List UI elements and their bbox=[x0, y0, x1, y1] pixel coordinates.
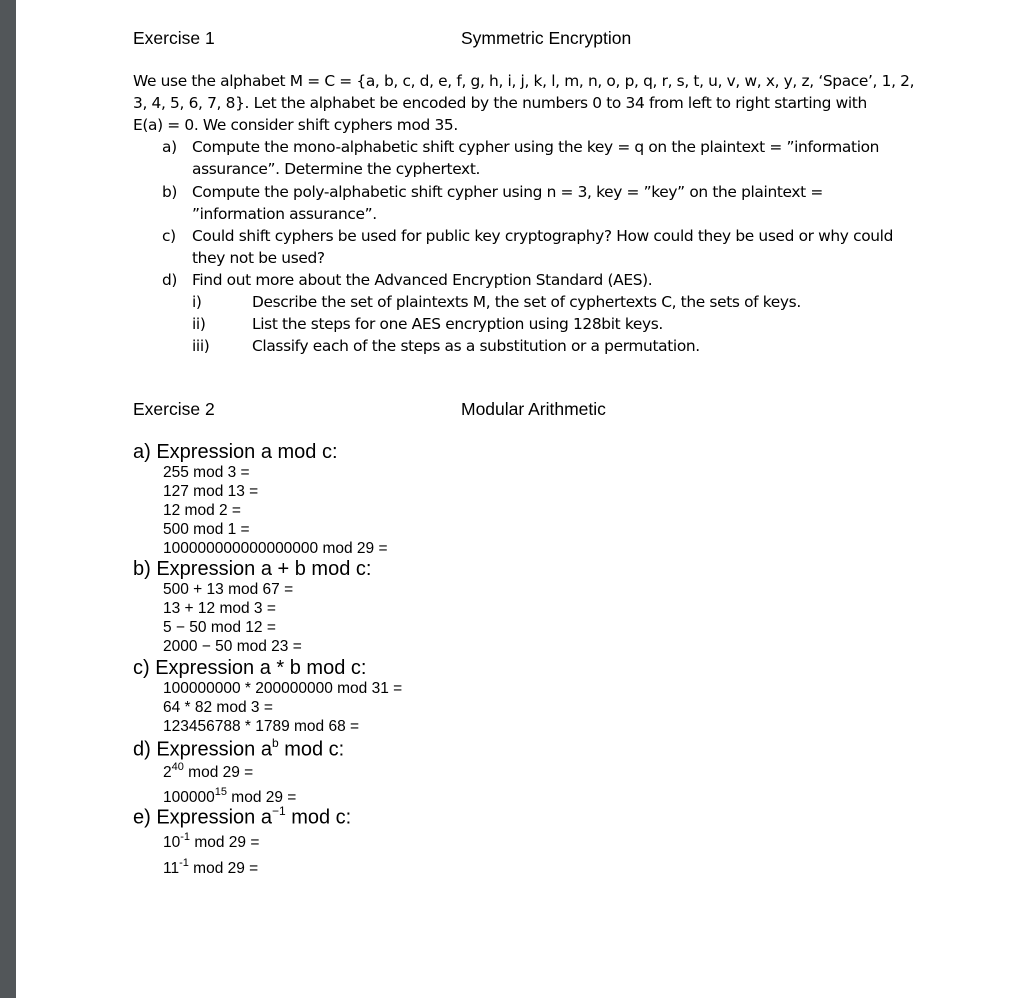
section-b-line: 5 − 50 mod 12 = bbox=[163, 619, 276, 636]
section-c-heading: c) Expression a * b mod c: bbox=[133, 657, 367, 679]
power-base: 11 bbox=[163, 860, 180, 878]
intro-line-3: E(a) = 0. We consider shift cyphers mod 35. bbox=[133, 116, 458, 134]
power-exponent: -1 bbox=[180, 831, 191, 843]
section-b-line: 500 + 13 mod 67 = bbox=[163, 581, 294, 598]
section-b-line: 13 + 12 mod 3 = bbox=[163, 600, 276, 617]
power-rest: mod 29 = bbox=[183, 764, 254, 782]
item-d-iii-num: iii) bbox=[192, 337, 210, 355]
section-d-heading-rest: mod c: bbox=[278, 738, 345, 761]
section-c-line: 64 * 82 mod 3 = bbox=[163, 699, 273, 716]
item-d-i-text: Describe the set of plaintexts M, the set of cyphertexts C, the sets of keys. bbox=[252, 293, 801, 311]
section-a-line: 255 mod 3 = bbox=[163, 464, 250, 481]
section-c-line: 123456788 * 1789 mod 68 = bbox=[163, 718, 360, 735]
power-exponent: 40 bbox=[171, 761, 184, 773]
power-rest: mod 29 = bbox=[188, 860, 259, 878]
item-d-ii-num: ii) bbox=[192, 315, 206, 333]
item-d-ii-text: List the steps for one AES encryption using 128bit keys. bbox=[252, 315, 663, 333]
document-page bbox=[16, 0, 1024, 998]
intro-line-2: 3, 4, 5, 6, 7, 8}. Let the alphabet be encoded by the numbers 0 to 34 from left to right starting with bbox=[133, 94, 867, 112]
power-base: 10 bbox=[163, 834, 181, 852]
section-e-heading-text: e) Expression a bbox=[133, 806, 272, 829]
power-base: 100000 bbox=[163, 789, 215, 807]
viewer-frame bbox=[0, 0, 16, 998]
section-e-heading bbox=[133, 805, 351, 830]
section-e-heading-rest: mod c: bbox=[285, 806, 352, 829]
section-d-heading bbox=[133, 737, 344, 762]
power-base: 2 bbox=[163, 764, 172, 782]
power-exponent: 15 bbox=[214, 786, 227, 798]
exercise-1-topic: Symmetric Encryption bbox=[461, 28, 632, 48]
item-a-line-2: assurance”. Determine the cyphertext. bbox=[192, 160, 481, 178]
section-b-heading: b) Expression a + b mod c: bbox=[133, 558, 372, 580]
power-exponent: -1 bbox=[179, 857, 189, 869]
item-c-label: c) bbox=[162, 227, 176, 245]
item-b-line-2: ”information assurance”. bbox=[192, 205, 377, 223]
exercise-2-topic: Modular Arithmetic bbox=[461, 399, 606, 419]
intro-line-1: We use the alphabet M = C = {a, b, c, d, e, f, g, h, i, j, k, l, m, n, o, p, q, r, s, t, u, v, w, x, y, z, ‘Space’, 1, 2, bbox=[133, 72, 915, 90]
section-d-heading-text: d) Expression a bbox=[133, 738, 272, 761]
item-a-label: a) bbox=[162, 138, 177, 156]
section-a-line: 500 mod 1 = bbox=[163, 521, 250, 538]
item-b-line-1: Compute the poly-alphabetic shift cypher using n = 3, key = ”key” on the plaintext = bbox=[192, 183, 823, 201]
power-rest: mod 29 = bbox=[190, 834, 260, 852]
item-d-i-num: i) bbox=[192, 293, 202, 311]
item-d-iii-text: Classify each of the steps as a substitution or a permutation. bbox=[252, 337, 700, 355]
section-e-line bbox=[163, 832, 259, 852]
section-c-line: 100000000 * 200000000 mod 31 = bbox=[163, 680, 403, 697]
item-c-line-1: Could shift cyphers be used for public key cryptography? How could they be used or why could bbox=[192, 227, 894, 245]
item-c-line-2: they not be used? bbox=[192, 249, 325, 267]
exercise-2-title: Exercise 2 bbox=[133, 399, 215, 419]
exercise-1-title: Exercise 1 bbox=[133, 28, 215, 48]
section-a-heading: a) Expression a mod c: bbox=[133, 441, 338, 463]
section-a-line: 100000000000000000 mod 29 = bbox=[163, 540, 388, 557]
section-d-line bbox=[163, 762, 253, 782]
section-e-heading-sup: −1 bbox=[271, 804, 286, 818]
power-rest: mod 29 = bbox=[226, 789, 297, 807]
section-a-line: 127 mod 13 = bbox=[163, 483, 259, 500]
section-e-line bbox=[163, 858, 258, 878]
item-d-line-1: Find out more about the Advanced Encryption Standard (AES). bbox=[192, 271, 653, 289]
item-d-label: d) bbox=[162, 271, 178, 289]
section-a-line: 12 mod 2 = bbox=[163, 502, 241, 519]
section-b-line: 2000 − 50 mod 23 = bbox=[163, 638, 302, 655]
item-b-label: b) bbox=[162, 183, 178, 201]
item-a-line-1: Compute the mono-alphabetic shift cypher using the key = q on the plaintext = ”information bbox=[192, 138, 880, 156]
section-d-heading-sup: b bbox=[271, 736, 279, 750]
